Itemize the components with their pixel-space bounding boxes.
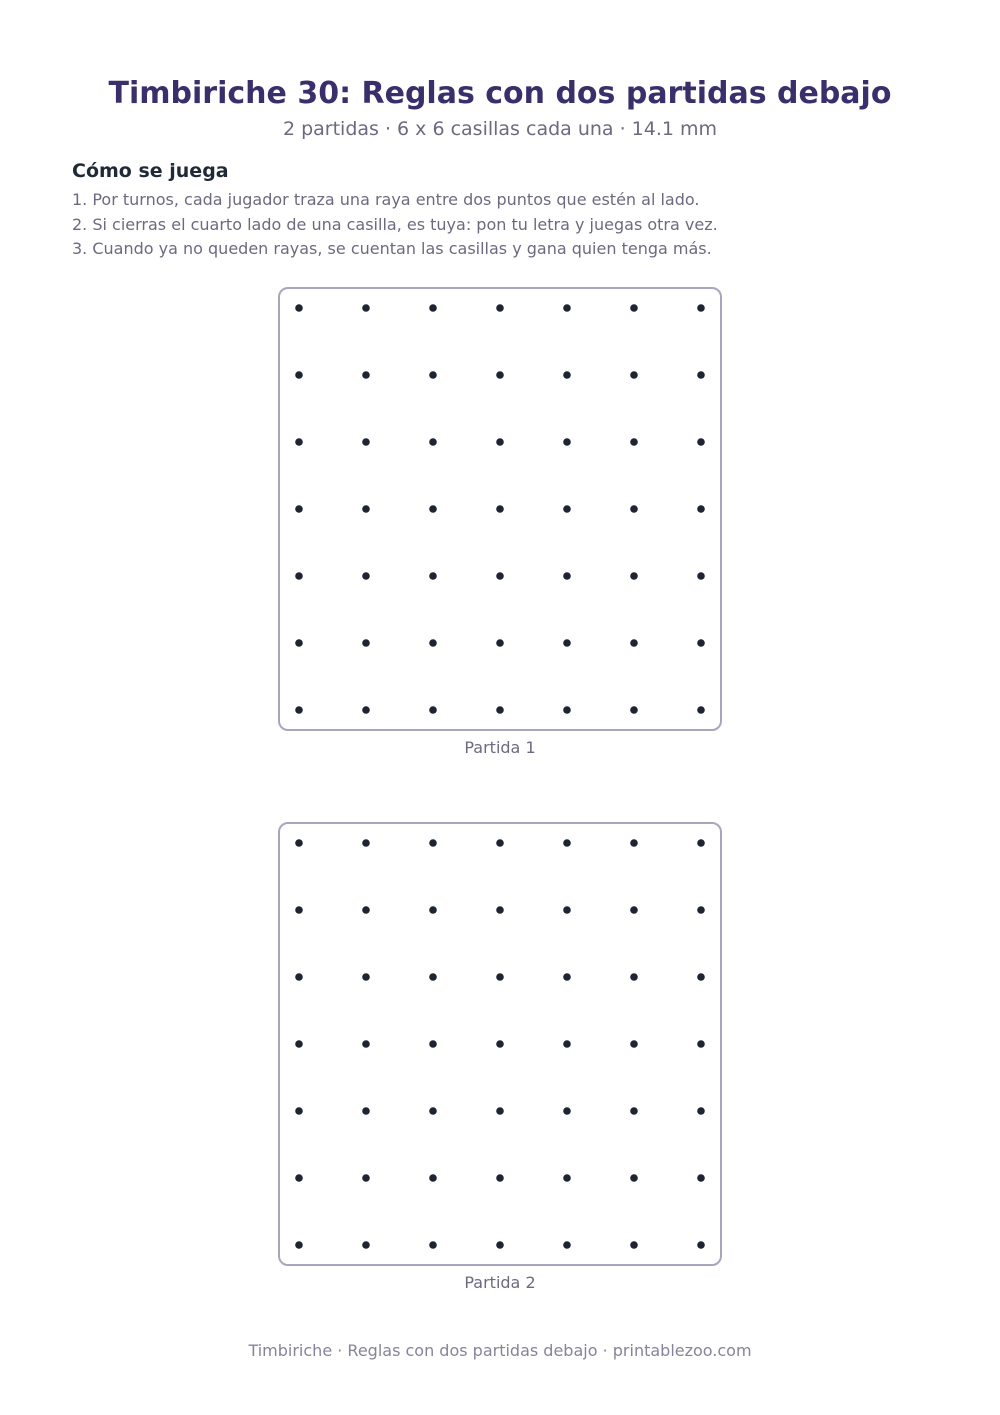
grid-dot[interactable] <box>496 906 504 914</box>
grid-dot[interactable] <box>496 1241 504 1249</box>
page-subtitle: 2 partidas · 6 x 6 casillas cada una · 14.1 mm <box>282 118 718 140</box>
grid-dot[interactable] <box>362 906 370 914</box>
grid-dot[interactable] <box>295 371 303 379</box>
grid-dot[interactable] <box>295 572 303 580</box>
grid-dot[interactable] <box>429 839 437 847</box>
grid-dot[interactable] <box>563 973 571 981</box>
grid-dot[interactable] <box>563 906 571 914</box>
grid-dot[interactable] <box>362 371 370 379</box>
grid-dot[interactable] <box>295 1040 303 1048</box>
grid-dot[interactable] <box>429 1107 437 1115</box>
grid-dot[interactable] <box>362 1107 370 1115</box>
grid-dot[interactable] <box>697 438 705 446</box>
rules-list <box>72 190 718 264</box>
grid-dot[interactable] <box>362 572 370 580</box>
grid-dot[interactable] <box>362 639 370 647</box>
grid-dot[interactable] <box>295 839 303 847</box>
grid-dot[interactable] <box>295 639 303 647</box>
grid-dot[interactable] <box>429 304 437 312</box>
grid-dot[interactable] <box>630 639 638 647</box>
grid-dot[interactable] <box>630 906 638 914</box>
grid-dot[interactable] <box>630 1241 638 1249</box>
grid-dot[interactable] <box>697 505 705 513</box>
grid-dot[interactable] <box>563 706 571 714</box>
grid-dot[interactable] <box>295 906 303 914</box>
game-board-2[interactable] <box>278 822 722 1266</box>
grid-dot[interactable] <box>697 839 705 847</box>
grid-dot[interactable] <box>563 1241 571 1249</box>
grid-dot[interactable] <box>496 304 504 312</box>
grid-dot[interactable] <box>429 706 437 714</box>
grid-dot[interactable] <box>563 304 571 312</box>
grid-dot[interactable] <box>429 438 437 446</box>
grid-dot[interactable] <box>697 1241 705 1249</box>
grid-dot[interactable] <box>295 706 303 714</box>
dot-grid-1 <box>278 287 722 731</box>
grid-dot[interactable] <box>630 973 638 981</box>
grid-dot[interactable] <box>630 839 638 847</box>
game-board-1[interactable] <box>278 287 722 731</box>
grid-dot[interactable] <box>295 1174 303 1182</box>
grid-dot[interactable] <box>697 1107 705 1115</box>
grid-dot[interactable] <box>563 1107 571 1115</box>
grid-dot[interactable] <box>496 438 504 446</box>
grid-dot[interactable] <box>429 639 437 647</box>
grid-dot[interactable] <box>362 706 370 714</box>
grid-dot[interactable] <box>563 505 571 513</box>
grid-dot[interactable] <box>295 1241 303 1249</box>
grid-dot[interactable] <box>429 572 437 580</box>
grid-dot[interactable] <box>563 438 571 446</box>
board-label-1: Partida 1 <box>464 738 536 757</box>
grid-dot[interactable] <box>429 371 437 379</box>
grid-dot[interactable] <box>630 1107 638 1115</box>
grid-dot[interactable] <box>429 1040 437 1048</box>
grid-dot[interactable] <box>697 371 705 379</box>
grid-dot[interactable] <box>630 1040 638 1048</box>
grid-dot[interactable] <box>630 572 638 580</box>
grid-dot[interactable] <box>563 572 571 580</box>
grid-dot[interactable] <box>563 1040 571 1048</box>
grid-dot[interactable] <box>496 639 504 647</box>
grid-dot[interactable] <box>362 304 370 312</box>
grid-dot[interactable] <box>697 572 705 580</box>
grid-dot[interactable] <box>630 371 638 379</box>
grid-dot[interactable] <box>697 639 705 647</box>
grid-dot[interactable] <box>697 706 705 714</box>
grid-dot[interactable] <box>697 1040 705 1048</box>
grid-dot[interactable] <box>697 973 705 981</box>
grid-dot[interactable] <box>429 973 437 981</box>
grid-dot[interactable] <box>295 438 303 446</box>
footer: Timbiriche · Reglas con dos partidas debajo · printablezoo.com <box>248 1341 752 1360</box>
grid-dot[interactable] <box>630 438 638 446</box>
grid-dot[interactable] <box>496 1174 504 1182</box>
grid-dot[interactable] <box>362 973 370 981</box>
grid-dot[interactable] <box>630 505 638 513</box>
grid-dot[interactable] <box>697 304 705 312</box>
rule-item-2: 2. Si cierras el cuarto lado de una casilla, es tuya: pon tu letra y juegas otra vez. <box>72 214 718 234</box>
grid-dot[interactable] <box>429 1241 437 1249</box>
grid-dot[interactable] <box>295 973 303 981</box>
grid-dot[interactable] <box>496 839 504 847</box>
grid-dot[interactable] <box>362 438 370 446</box>
grid-dot[interactable] <box>697 906 705 914</box>
grid-dot[interactable] <box>630 304 638 312</box>
grid-dot[interactable] <box>563 371 571 379</box>
grid-dot[interactable] <box>362 505 370 513</box>
grid-dot[interactable] <box>429 906 437 914</box>
grid-dot[interactable] <box>496 706 504 714</box>
grid-dot[interactable] <box>496 572 504 580</box>
grid-dot[interactable] <box>630 1174 638 1182</box>
grid-dot[interactable] <box>563 1174 571 1182</box>
grid-dot[interactable] <box>295 1107 303 1115</box>
grid-dot[interactable] <box>295 304 303 312</box>
grid-dot[interactable] <box>496 973 504 981</box>
page-title: Timbiriche 30: Reglas con dos partidas debajo <box>108 76 892 111</box>
grid-dot[interactable] <box>496 371 504 379</box>
grid-dot[interactable] <box>295 505 303 513</box>
grid-dot[interactable] <box>563 639 571 647</box>
grid-dot[interactable] <box>496 1040 504 1048</box>
grid-dot[interactable] <box>429 1174 437 1182</box>
grid-dot[interactable] <box>697 1174 705 1182</box>
grid-dot[interactable] <box>429 505 437 513</box>
grid-dot[interactable] <box>496 1107 504 1115</box>
rule-item-3: 3. Cuando ya no queden rayas, se cuentan las casillas y gana quien tenga más. <box>72 239 712 258</box>
grid-dot[interactable] <box>362 1241 370 1249</box>
rule-item-1: 1. Por turnos, cada jugador traza una raya entre dos puntos que estén al lado. <box>72 190 700 209</box>
grid-dot[interactable] <box>563 839 571 847</box>
grid-dot[interactable] <box>362 839 370 847</box>
grid-dot[interactable] <box>630 706 638 714</box>
grid-dot[interactable] <box>496 505 504 513</box>
dot-grid-2 <box>278 822 722 1266</box>
rules-heading: Cómo se juega <box>72 160 229 182</box>
board-label-2: Partida 2 <box>464 1273 536 1292</box>
grid-dot[interactable] <box>362 1174 370 1182</box>
grid-dot[interactable] <box>362 1040 370 1048</box>
